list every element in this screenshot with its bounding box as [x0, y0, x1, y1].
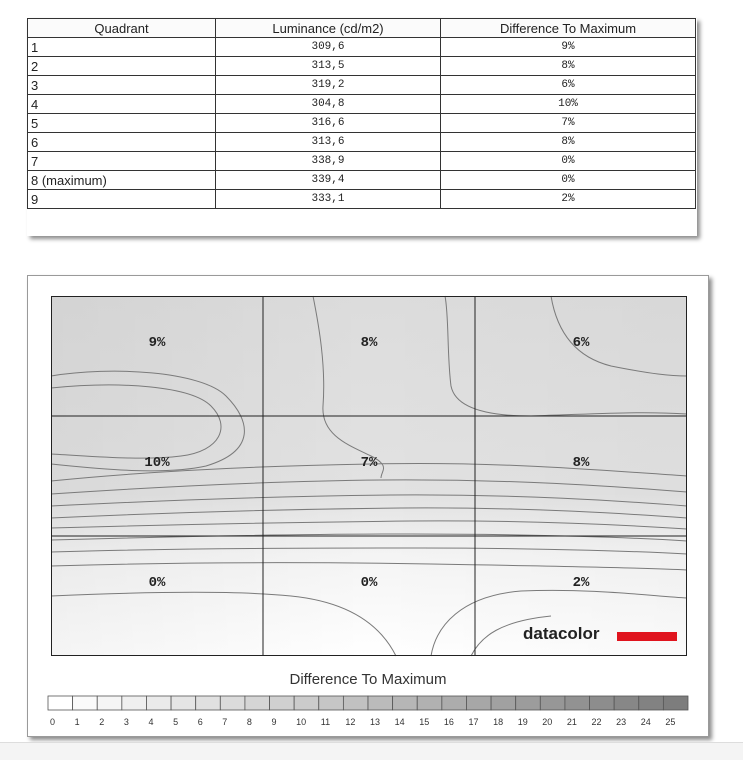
- table-row: [28, 76, 696, 95]
- scale-tick-label: 14: [394, 717, 405, 727]
- table-row: [28, 57, 696, 76]
- scale-tick-label: 11: [320, 717, 331, 727]
- scale-tick-label: 0: [50, 717, 56, 727]
- scale-tick-label: 3: [123, 717, 129, 727]
- header-difference: Difference To Maximum: [441, 19, 696, 38]
- scale-tick-label: 16: [443, 717, 454, 727]
- quadrant-label: 6%: [572, 335, 590, 351]
- uniformity-heatmap: [28, 276, 708, 736]
- scale-tick-label: 4: [148, 717, 154, 727]
- scale-swatch: [343, 696, 368, 710]
- scale-swatch: [270, 696, 295, 710]
- table-row: [28, 190, 696, 209]
- scale-swatch: [245, 696, 270, 710]
- scale-swatch: [639, 696, 664, 710]
- scale-swatch: [614, 696, 639, 710]
- scale-tick-label: 19: [517, 717, 528, 727]
- scale-tick-label: 22: [591, 717, 602, 727]
- bottom-strip: [0, 742, 743, 760]
- scale-tick-label: 17: [468, 717, 479, 727]
- quadrant-label: 7%: [360, 455, 378, 471]
- table-row: [28, 152, 696, 171]
- cell-luminance: 319,2: [216, 76, 441, 95]
- scale-tick-label: 6: [197, 717, 203, 727]
- quadrant-label: 0%: [360, 575, 378, 591]
- scale-swatch: [97, 696, 122, 710]
- luminance-table: [27, 18, 696, 209]
- scale-swatch: [122, 696, 147, 710]
- luminance-table-card: [27, 18, 697, 236]
- scale-swatch: [565, 696, 590, 710]
- cell-difference: 0%: [441, 152, 696, 171]
- cell-difference: 9%: [441, 38, 696, 57]
- table-row: [28, 38, 696, 57]
- scale-swatch: [540, 696, 565, 710]
- cell-quadrant: 2: [28, 57, 216, 76]
- scale-swatch: [368, 696, 393, 710]
- cell-quadrant: 1: [28, 38, 216, 57]
- scale-tick-label: 7: [222, 717, 228, 727]
- scale-swatch: [171, 696, 196, 710]
- cell-luminance: 338,9: [216, 152, 441, 171]
- cell-luminance: 339,4: [216, 171, 441, 190]
- scale-swatch: [393, 696, 418, 710]
- cell-quadrant: 4: [28, 95, 216, 114]
- scale-swatch: [516, 696, 541, 710]
- table-header-row: [28, 19, 696, 38]
- scale-tick-label: 13: [370, 717, 381, 727]
- cell-luminance: 313,6: [216, 133, 441, 152]
- scale-tick-label: 21: [566, 717, 577, 727]
- scale-swatch: [491, 696, 516, 710]
- scale-tick-label: 15: [419, 717, 430, 727]
- datacolor-wordmark: datacolor: [523, 624, 600, 643]
- cell-difference: 8%: [441, 57, 696, 76]
- header-quadrant: Quadrant: [28, 19, 216, 38]
- quadrant-label: 8%: [360, 335, 378, 351]
- cell-quadrant: 6: [28, 133, 216, 152]
- scale-swatch: [48, 696, 73, 710]
- scale-swatch: [146, 696, 171, 710]
- scale-swatch: [663, 696, 688, 710]
- table-row: [28, 171, 696, 190]
- cell-difference: 8%: [441, 133, 696, 152]
- scale-tick-label: 23: [616, 717, 627, 727]
- scale-tick-label: 8: [246, 717, 252, 727]
- scale-tick-label: 9: [271, 717, 277, 727]
- cell-difference: 2%: [441, 190, 696, 209]
- scale-tick-label: 5: [173, 717, 179, 727]
- scale-tick-label: 12: [345, 717, 356, 727]
- cell-luminance: 333,1: [216, 190, 441, 209]
- cell-quadrant: 5: [28, 114, 216, 133]
- scale-swatch: [590, 696, 615, 710]
- scale-tick-label: 1: [74, 717, 80, 727]
- cell-quadrant: 8 (maximum): [28, 171, 216, 190]
- scale-swatch: [294, 696, 319, 710]
- cell-luminance: 304,8: [216, 95, 441, 114]
- datacolor-red-bar: [617, 632, 677, 641]
- scale-tick-label: 2: [99, 717, 105, 727]
- cell-difference: 6%: [441, 76, 696, 95]
- quadrant-label: 2%: [572, 575, 590, 591]
- scale-swatch: [417, 696, 442, 710]
- cell-difference: 0%: [441, 171, 696, 190]
- cell-luminance: 313,5: [216, 57, 441, 76]
- scale-swatch: [319, 696, 344, 710]
- quadrant-label: 9%: [148, 335, 166, 351]
- cell-luminance: 316,6: [216, 114, 441, 133]
- cell-difference: 7%: [441, 114, 696, 133]
- quadrant-label: 10%: [144, 455, 170, 471]
- table-row: [28, 114, 696, 133]
- cell-quadrant: 7: [28, 152, 216, 171]
- scale-swatch: [466, 696, 491, 710]
- quadrant-label: 8%: [572, 455, 590, 471]
- scale-swatch: [196, 696, 221, 710]
- cell-quadrant: 3: [28, 76, 216, 95]
- cell-quadrant: 9: [28, 190, 216, 209]
- scale-tick-label: 18: [493, 717, 504, 727]
- cell-difference: 10%: [441, 95, 696, 114]
- cell-luminance: 309,6: [216, 38, 441, 57]
- scale-swatch: [442, 696, 467, 710]
- table-row: [28, 95, 696, 114]
- uniformity-map-card: [27, 275, 709, 737]
- table-row: [28, 133, 696, 152]
- scale-swatch: [220, 696, 245, 710]
- scale-tick-label: 10: [296, 717, 307, 727]
- scale-tick-label: 25: [665, 717, 676, 727]
- header-luminance: Luminance (cd/m2): [216, 19, 441, 38]
- scale-swatch: [73, 696, 98, 710]
- scale-title: Difference To Maximum: [289, 671, 447, 688]
- quadrant-label: 0%: [148, 575, 166, 591]
- scale-tick-label: 20: [542, 717, 553, 727]
- scale-tick-label: 24: [640, 717, 651, 727]
- difference-scale: [48, 696, 688, 727]
